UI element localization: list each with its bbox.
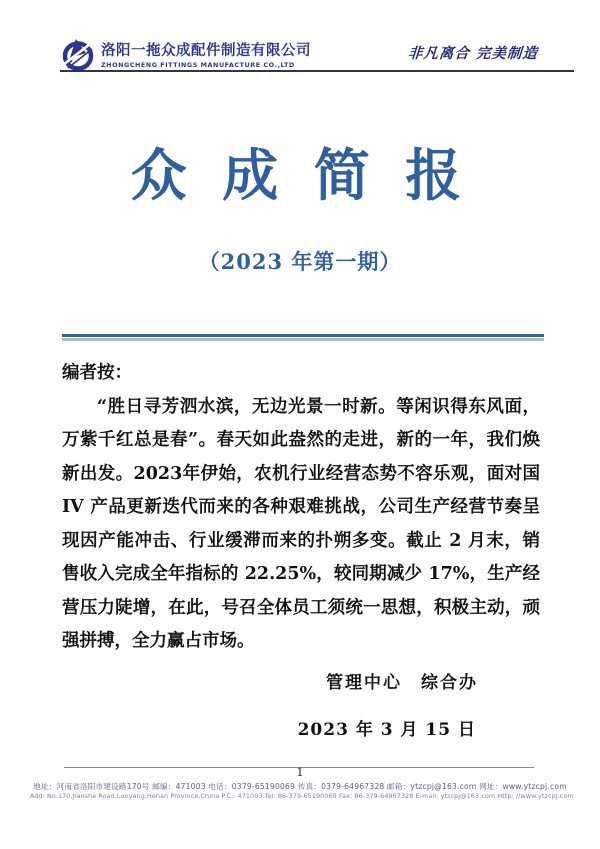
editor-note-paragraph: “胜日寻芳泗水滨，无边光景一时新。等闲识得东风面，万紫千红总是春”。春天如此盎然的走进，新的一年，我们焕新出发。2023年伊始，农机行业经营态势不容乐观，面对国 IV 产品更新迭代而来的各种艰难挑战，公司生产经营节奏呈现因产能冲击、行业缓滞而来的扑朔多变。截止 2 月末，销售收入完成全年指标的 22.25%，较同期减少 17%，生产经营压力陡增，在此，号召全体员工须统一思想，积极主动，顽强拼搏，全力赢占市场。 <box>62 396 540 651</box>
letterhead <box>0 0 600 72</box>
page-number: 1 <box>296 766 304 779</box>
company-logo-icon <box>56 38 100 72</box>
company-name-block <box>101 43 311 69</box>
footer-contact-en: Add: No.170,Jianshe Road,Luoyang,Henan Province,China P.C.: 471003 Tel: 86-379-65190069 Fax: 86-379-64967328 E-mail: ytzcpj@163.com Http: //www.ytzcpj.com <box>30 792 574 800</box>
editor-note-section <box>62 357 540 659</box>
bulletin-issue: （2023 年第一期） <box>198 249 402 274</box>
company-name-cn: 洛阳一拖众成配件制造有限公司 <box>101 43 311 59</box>
title-divider <box>62 334 544 341</box>
bulletin-title: 众 成 简 报 <box>130 143 470 209</box>
editor-note-label: 编者按： <box>62 363 132 383</box>
signature-department: 管理中心 综合办 <box>326 673 478 693</box>
company-name-en: ZHONGCHENG FITTINGS MANUFACTURE CO.,LTD <box>101 61 295 69</box>
letterhead-divider <box>60 70 574 72</box>
title-divider-light-line <box>62 338 544 341</box>
company-slogan: 非凡离合 完美制造 <box>407 45 539 62</box>
footer-contact-cn: 地址：河南省洛阳市建设路170号 邮编：471003 电话：0379-65190069 传真：0379-64967328 邮箱：ytzcpj@163.com 网址：www.ytzcpj.com <box>33 782 567 791</box>
signature-date: 2023 年 3 月 15 日 <box>297 720 476 740</box>
signature-block <box>62 668 540 740</box>
